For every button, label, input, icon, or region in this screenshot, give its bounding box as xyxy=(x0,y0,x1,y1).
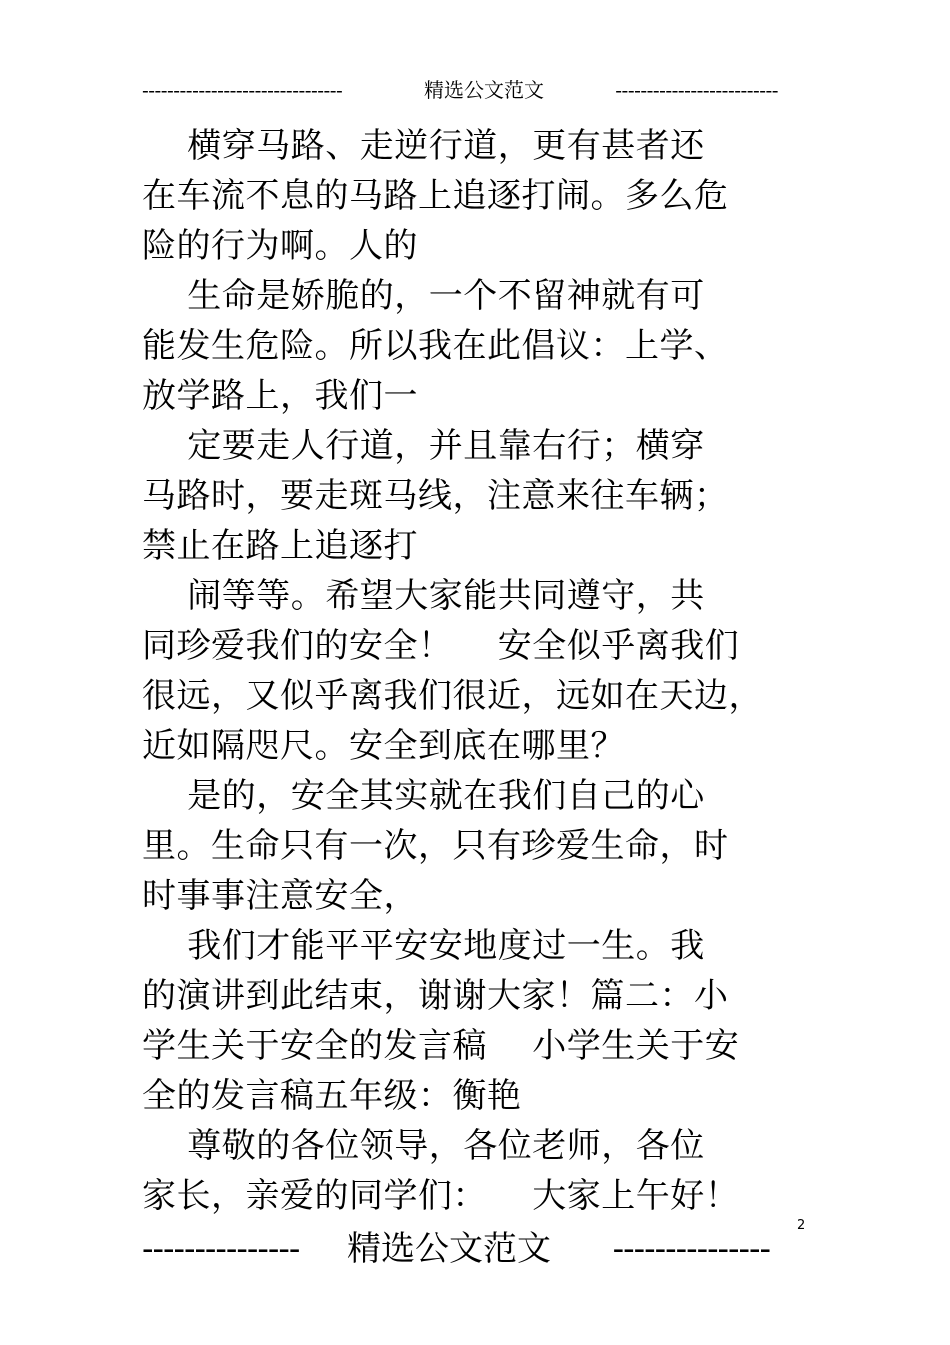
text-line: 放学路上，我们一 xyxy=(142,376,418,416)
text-line: 生命是娇脆的，一个不留神就有可 xyxy=(142,276,705,316)
text-line: 家长，亲爱的同学们： 大家上午好！ xyxy=(142,1176,740,1216)
footer-dashes-left: --------------- xyxy=(142,1229,300,1269)
text-line: 闹等等。希望大家能共同遵守，共 xyxy=(142,576,705,616)
text-line: 的演讲到此结束，谢谢大家！篇二：小 xyxy=(142,976,729,1016)
text-line: 近如隔咫尺。安全到底在哪里？ xyxy=(142,726,625,766)
text-line: 险的行为啊。人的 xyxy=(142,226,418,266)
text-line: 时事事注意安全， xyxy=(142,876,418,916)
text-line: 禁止在路上追逐打 xyxy=(142,526,418,566)
text-line: 我们才能平平安安地度过一生。我 xyxy=(142,926,705,966)
text-line: 尊敬的各位领导，各位老师，各位 xyxy=(142,1126,705,1166)
footer-title: 精选公文范文 xyxy=(347,1229,551,1269)
text-line: 很远，又似乎离我们很近，远如在天边， xyxy=(142,676,763,716)
text-line: 里。生命只有一次，只有珍爱生命，时 xyxy=(142,826,729,866)
page-footer xyxy=(142,1226,770,1272)
page-header xyxy=(142,76,778,104)
header-dashes-right: -------------------------- xyxy=(615,78,778,102)
header-dashes-left: -------------------------------- xyxy=(142,78,343,102)
page-number: 2 xyxy=(797,1218,806,1233)
text-line: 在车流不息的马路上追逐打闹。多么危 xyxy=(142,176,729,216)
text-line: 定要走人行道，并且靠右行；横穿 xyxy=(142,426,705,466)
text-line: 能发生危险。所以我在此倡议：上学、 xyxy=(142,326,729,366)
text-line: 是的，安全其实就在我们自己的心 xyxy=(142,776,705,816)
footer-dashes-right: --------------- xyxy=(612,1229,770,1269)
text-line: 横穿马路、走逆行道，更有甚者还 xyxy=(142,126,705,166)
text-line: 同珍爱我们的安全！ 安全似乎离我们 xyxy=(142,626,740,666)
header-title: 精选公文范文 xyxy=(424,78,544,102)
text-line: 马路时，要走斑马线，注意来往车辆； xyxy=(142,476,729,516)
text-line: 全的发言稿五年级：衡艳 xyxy=(142,1076,522,1116)
text-line: 学生关于安全的发言稿 小学生关于安 xyxy=(142,1026,740,1066)
